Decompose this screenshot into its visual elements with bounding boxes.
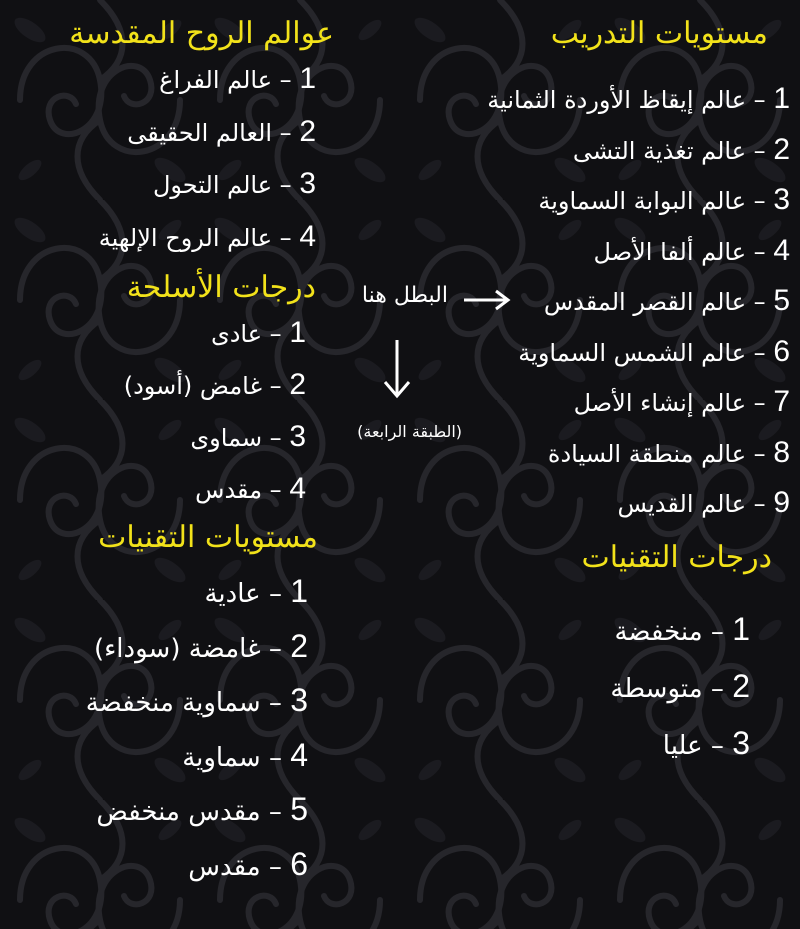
list-item	[86, 683, 308, 720]
item-number: 1	[773, 82, 790, 115]
sacred-spirit-realms-title: عوالم الروح المقدسة	[69, 16, 334, 51]
item-text: – عالم إنشاء الأصل	[573, 389, 774, 417]
list-item	[96, 792, 308, 829]
list-item	[182, 738, 308, 775]
item-text: – منخفضة	[614, 617, 733, 647]
item-text: – سماوية	[182, 742, 291, 773]
item-number: 2	[289, 368, 306, 401]
list-item	[594, 234, 790, 269]
list-item	[610, 669, 750, 706]
training-levels-title: مستويات التدريب	[550, 16, 768, 51]
technique-levels-title: مستويات التقنيات	[98, 520, 318, 555]
item-text: – سماوى	[190, 424, 290, 452]
list-item	[204, 574, 308, 611]
list-item	[518, 335, 790, 370]
item-number: 3	[289, 420, 306, 453]
item-text: – عالم القديس	[617, 490, 774, 518]
down-arrow-icon	[381, 338, 413, 402]
item-number: 6	[290, 845, 308, 882]
item-text: – عالم البوابة السماوية	[538, 187, 774, 215]
item-text: – العالم الحقيقى	[127, 118, 300, 147]
item-text: – عالم التحول	[152, 171, 300, 199]
item-text: – مقدس	[195, 476, 290, 504]
item-number: 4	[289, 472, 306, 505]
list-item	[663, 726, 750, 763]
item-number: 3	[732, 725, 750, 761]
fourth-layer-label: (الطبقة الرابعة)	[357, 422, 462, 441]
item-number: 3	[290, 682, 308, 718]
item-number: 2	[732, 668, 750, 704]
item-text: – عالم منطقة السيادة	[547, 439, 774, 468]
item-number: 4	[290, 736, 308, 773]
item-text: – عالم الفراغ	[159, 66, 300, 94]
item-number: 1	[289, 316, 306, 349]
list-item	[211, 316, 306, 351]
list-item	[574, 385, 790, 420]
item-number: 5	[290, 791, 308, 827]
item-text: – عادية	[204, 579, 291, 609]
item-number: 4	[773, 233, 790, 267]
item-number: 8	[773, 435, 790, 469]
item-text: – عادى	[210, 320, 290, 348]
item-number: 1	[290, 573, 308, 609]
technique-grades-title: درجات التقنيات	[581, 540, 772, 575]
list-item	[548, 436, 790, 471]
item-text: – عالم القصر المقدس	[543, 288, 774, 316]
list-item	[487, 82, 790, 117]
item-text: – غامض (أسود)	[123, 372, 290, 400]
item-text: – عالم الشمس السماوية	[518, 338, 774, 367]
list-item	[573, 133, 790, 168]
list-item	[538, 183, 790, 218]
list-item	[153, 167, 316, 202]
list-item	[614, 612, 750, 649]
weapon-grades-title: درجات الأسلحة	[126, 270, 316, 305]
list-item	[190, 420, 306, 455]
item-number: 2	[773, 132, 790, 166]
item-text: – مقدس منخفض	[96, 797, 291, 827]
item-number: 3	[773, 183, 790, 216]
item-number: 1	[732, 611, 750, 647]
list-item	[618, 486, 791, 521]
item-text: – سماوية منخفضة	[85, 688, 291, 718]
item-number: 5	[773, 284, 790, 317]
item-number: 3	[299, 167, 316, 200]
list-item	[127, 115, 316, 150]
list-item	[159, 62, 316, 97]
item-text: – غامضة (سوداء)	[93, 633, 291, 664]
item-text: – عالم إيقاظ الأوردة الثمانية	[487, 86, 774, 114]
item-number: 2	[290, 627, 308, 664]
item-text: – مقدس	[188, 851, 291, 882]
list-item	[544, 284, 790, 319]
item-text: – عالم تغذية التشى	[572, 136, 774, 165]
item-number: 7	[773, 385, 790, 418]
item-number: 2	[299, 114, 316, 148]
item-number: 9	[773, 486, 790, 519]
item-number: 1	[299, 62, 316, 95]
list-item	[195, 472, 306, 507]
list-item	[99, 220, 316, 255]
list-item	[188, 847, 308, 884]
item-text: – عالم ألفا الأصل	[593, 237, 774, 266]
item-number: 4	[299, 219, 316, 253]
list-item	[124, 368, 306, 403]
list-item	[94, 629, 308, 666]
item-text: – عليا	[662, 731, 733, 761]
right-arrow-icon	[462, 288, 512, 312]
item-number: 6	[773, 334, 790, 368]
item-text: – متوسطة	[610, 674, 733, 704]
item-text: – عالم الروح الإلهية	[98, 223, 300, 252]
hero-here-label: البطل هنا	[361, 283, 448, 308]
